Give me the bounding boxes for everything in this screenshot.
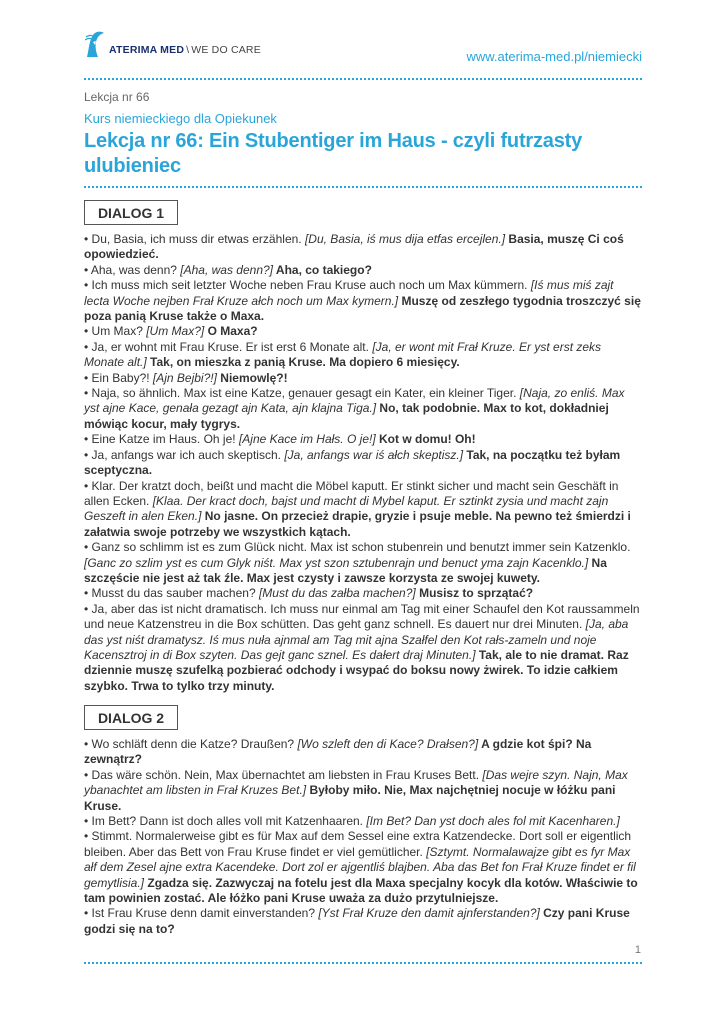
page-title: Lekcja nr 66: Ein Stubentiger im Haus - czyli futrzasty ulubieniec <box>84 130 583 177</box>
phonetic-text: [Ajne Kace im Hałs. O je!] <box>238 432 376 447</box>
german-text: • Eine Katze im Haus. Oh je! <box>84 432 239 447</box>
phonetic-text: [Naja, zo enliś. Max yst ajne Kace, genała gezagt ajn Kata, ajn klajna Tiga.] <box>84 386 625 416</box>
phonetic-text: [Ja, anfangs war iś ałch skeptisz.] <box>284 447 464 462</box>
website-link[interactable]: www.aterima-med.pl/niemiecki <box>466 49 642 64</box>
phonetic-text: [Ajn Bejbi?!] <box>152 370 217 385</box>
logo <box>84 29 261 59</box>
polish-text: No jasne. On przecież drapie, gryzie i psuje meble. Na pewno też śmierdzi i załatwia swoje potrzeby we wszystkich kątach. <box>84 509 631 539</box>
dialog-2-heading: DIALOG 2 <box>84 705 178 730</box>
dialog-line <box>84 232 642 263</box>
polish-text: Czy pani Kruse godzi się na to? <box>84 906 630 936</box>
brand-separator: \ <box>186 44 190 56</box>
dialog-line <box>84 737 642 768</box>
dialog-line <box>84 432 642 447</box>
german-text: • Stimmt. Normalerweise gibt es für Max auf dem Sessel eine extra Katzendecke. Dort soll er eigentlich bleiben. Aber das Bett von Frau Kruse findet er viel gemütlicher. <box>84 829 632 859</box>
dialog-line <box>84 479 642 541</box>
dialog-line <box>84 814 642 829</box>
german-text: • Ja, anfangs war ich auch skeptisch. <box>84 447 285 462</box>
polish-text: Byłoby miło. Nie, Max najchętniej nocuje w łóżku pani Kruse. <box>84 783 616 813</box>
german-text: • Ich muss mich seit letzter Woche neben Frau Kruse auch noch um Max kümmern. <box>84 278 531 293</box>
dialog-line <box>84 386 642 432</box>
phonetic-text: [Wo szleft den di Kace? Drałsen?] <box>297 737 479 751</box>
polish-text: Tak, on mieszka z panią Kruse. Ma dopiero 6 miesięcy. <box>146 355 460 370</box>
dialog-line <box>84 540 642 586</box>
german-text: • Naja, so ähnlich. Max ist eine Katze, genauer gesagt ein Kater, ein kleiner Tiger. <box>84 386 520 401</box>
phonetic-text: [Aha, was denn?] <box>180 262 274 277</box>
phonetic-text: [Sztymt. Normalawajze gibt es fyr Max ałf dem Zesel ajne extra Kacendeke. Dort zol er ajgentliś blajben. Aba das Bet fon Frał Kruze findet er fil gemytlisia.] <box>84 844 636 890</box>
polish-text: Aha, co takiego? <box>273 262 372 277</box>
polish-text: O Maxa? <box>204 324 258 339</box>
phonetic-text: [Das wejre szyn. Najn, Max ybanachtet am libsten in Frał Kruzes Bet.] <box>84 767 628 798</box>
dialog-line <box>84 906 642 937</box>
brand-tagline: WE DO CARE <box>191 44 261 56</box>
polish-text: Zgadza się. Zazwyczaj na fotelu jest dla Maxa specjalny kocyk dla kotów. Właściwie to tam powinien zostać. Ale łóżko pani Kruse uważa za dużo przytulniejsze. <box>84 875 638 906</box>
dialog-line <box>84 586 642 601</box>
german-text: • Ganz so schlimm ist es zum Glück nicht. Max ist schon stubenrein und benutzt immer sein Katzenklo. <box>84 540 631 555</box>
phonetic-text: [Must du das załba machen?] <box>258 586 416 601</box>
german-text: • Ein Baby?! <box>84 370 153 385</box>
header-divider <box>84 78 642 80</box>
german-text: • Ja, aber das ist nicht dramatisch. Ich muss nur einmal am Tag mit einer Schaufel den Kot raussammeln und neue Katzenstreu in die Box schütten. Das geht ganz schnell. Es dauert nur drei Minuten. <box>84 601 640 632</box>
german-text: • Im Bett? Dann ist doch alles voll mit Katzenhaaren. <box>84 814 367 829</box>
polish-text: Musisz to sprzątać? <box>415 586 534 601</box>
phonetic-text: [Iś mus miś zajt lecta Woche nejben Frał Kruze ałch noch um Max kymern.] <box>84 278 614 308</box>
dialog-line <box>84 768 642 814</box>
phonetic-text: [Du, Basia, iś mus dija etfas ercejlen.] <box>304 232 506 246</box>
brand-name: ATERIMA MED <box>109 44 185 56</box>
german-text: • Um Max? <box>84 324 147 339</box>
polish-text: Tak, ale to nie dramat. Raz dziennie muszę szufelką pozbierać odchody i wsypać do boksu nowy żwirek. To idzie całkiem szybko. Trwa to tylko trzy minuty. <box>84 647 629 693</box>
polish-text: Muszę od zeszłego tygodnia troszczyć się poza panią Kruse także o Maxa. <box>84 293 641 324</box>
course-name: Kurs niemieckiego dla Opiekunek <box>84 111 277 126</box>
polish-text: Tak, na początku też byłam sceptyczna. <box>84 447 621 478</box>
german-text: • Klar. Der kratzt doch, beißt und macht die Möbel kaputt. Er stinkt sicher und macht sein Geschäft in allen Ecken. <box>84 478 619 508</box>
german-text: • Ist Frau Kruse denn damit einverstanden? <box>84 906 319 921</box>
phonetic-text: [Ja, er wont mit Frał Kruze. Er yst erst zeks Monate alt.] <box>84 339 602 370</box>
polish-text: Niemowlę?! <box>216 370 288 385</box>
footer-divider <box>84 962 642 964</box>
dialog-2-text <box>84 737 642 937</box>
title-divider <box>84 186 642 188</box>
german-text: • Musst du das sauber machen? <box>84 586 259 601</box>
brand-text <box>109 44 261 56</box>
polish-text: Kot w domu! Oh! <box>375 432 476 447</box>
dialog-line <box>84 278 642 324</box>
german-text: • Das wäre schön. Nein, Max übernachtet am liebsten in Frau Kruses Bett. <box>84 767 483 782</box>
phonetic-text: [Ganc zo szlim yst es cum Glyk niśt. Max yst szon sztubenrajn und benuct yma zajn Kacenklo.] <box>84 555 589 570</box>
polish-text: No, tak podobnie. Max to kot, dokładniej mówiąc kocur, mały tygrys. <box>84 401 609 431</box>
breadcrumb: Lekcja nr 66 <box>84 90 150 104</box>
phonetic-text: [Klaa. Der kract doch, bajst und macht di Mybel kaput. Er sztinkt zysia und macht zajn Geszeft in alen Eken.] <box>84 493 609 524</box>
phonetic-text: [Um Max?] <box>146 324 205 339</box>
dialog-line <box>84 829 642 906</box>
polish-text: Basia, muszę Ci coś opowiedzieć. <box>84 232 624 262</box>
brand-logo-icon <box>84 29 106 59</box>
phonetic-text: [Yst Frał Kruze den damit ajnferstanden?] <box>318 906 540 921</box>
polish-text: Na szczęście nie jest aż tak źle. Max jest czysty i zawsze korzysta ze swojej kuwety. <box>84 555 607 585</box>
dialog-line <box>84 371 642 386</box>
phonetic-text: [Ja, aba das yst niśt dramatysz. Iś mus nuła ajnmal am Tag mit ajna Szałfel den Kot rałs-zameln und noje Kacensztroj in di Box szyten. Das gejt ganc sznel. Es dałert draj Minuten.] <box>84 617 629 662</box>
phonetic-text: [Im Bet? Dan yst doch ales fol mit Kacenharen.] <box>366 814 620 829</box>
german-text: • Du, Basia, ich muss dir etwas erzählen. <box>84 232 305 246</box>
dialog-line <box>84 602 642 694</box>
dialog-line <box>84 263 642 278</box>
dialog-line <box>84 324 642 339</box>
polish-text: A gdzie kot śpi? Na zewnątrz? <box>84 737 592 767</box>
page-number: 1 <box>634 944 641 956</box>
german-text: • Aha, was denn? <box>84 262 181 277</box>
page-header <box>84 29 642 69</box>
german-text: • Ja, er wohnt mit Frau Kruse. Er ist erst 6 Monate alt. <box>84 339 373 354</box>
german-text: • Wo schläft denn die Katze? Draußen? <box>84 737 298 751</box>
dialog-1-text <box>84 232 642 694</box>
dialog-line <box>84 448 642 479</box>
dialog-line <box>84 340 642 371</box>
dialog-1-heading: DIALOG 1 <box>84 200 178 225</box>
